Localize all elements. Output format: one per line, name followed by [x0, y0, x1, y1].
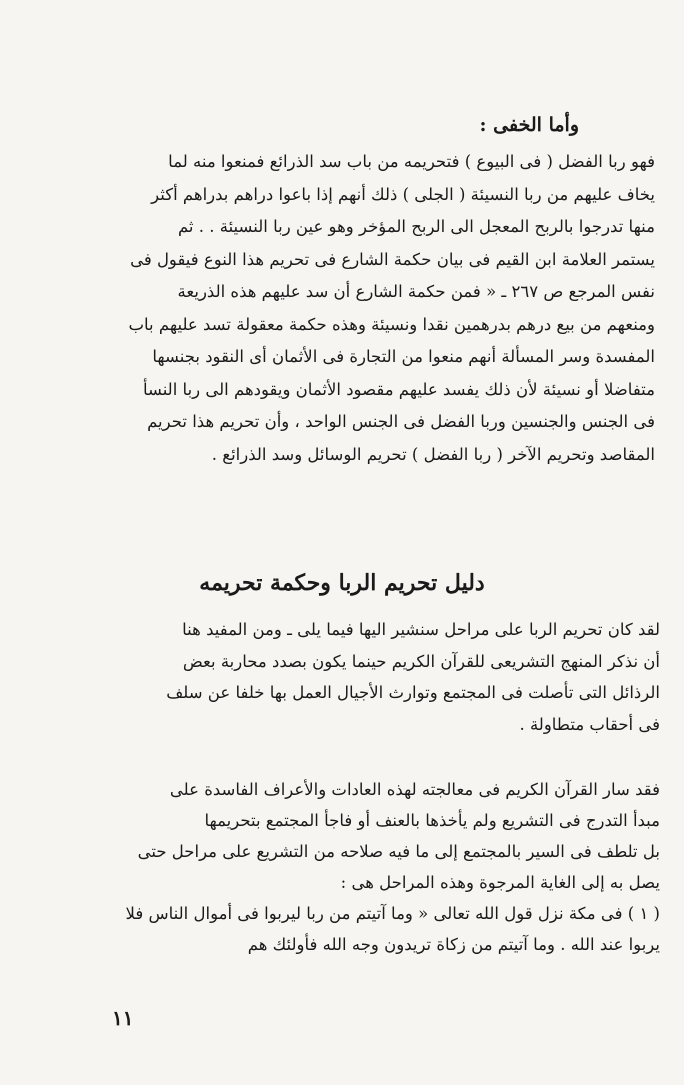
text-line: المقاصد وتحريم الآخر ( ربا الفضل ) تحريم الوسائل وسد الذرائع .	[211, 444, 655, 464]
text-line: ( ١ ) فى مكة نزل قول الله تعالى « وما آتيتم من ربا ليربوا فى أموال الناس فلا	[125, 904, 660, 923]
paragraph-intro	[100, 614, 660, 740]
text-line: يستمر العلامة ابن القيم فى بيان حكمة الشارع فى تحريم هذا النوع فيقول فى	[130, 249, 655, 269]
text-line: أن نذكر المنهج التشريعى للقرآن الكريم حينما يكون بصدد محاربة بعض	[182, 651, 660, 671]
text-line: مبدأ التدرج فى التشريع ولم يأخذها بالعنف أو فاجأ المجتمع بتحريمها	[204, 811, 660, 830]
paragraph-riba-al-fadl	[95, 146, 655, 471]
text-line: يصل به إلى الغاية المرجوة وهذه المراحل هى :	[340, 873, 660, 892]
text-line: فى أحقاب متطاولة .	[519, 714, 660, 734]
text-line: نفس المرجع ص ٢٦٧ ـ « فمن حكمة الشارع أن سد عليهم هذه الذريعة	[177, 282, 655, 301]
text-line: لقد كان تحريم الربا على مراحل سنشير اليها فيما يلى ـ ومن المفيد هنا	[182, 620, 660, 639]
page-number: ١١	[112, 1006, 134, 1030]
text-line: المفسدة وسر المسألة أنهم منعوا من التجارة فى الأثمان أى النقود بجنسها	[152, 347, 655, 366]
paragraph-gradual-legislation	[100, 774, 660, 960]
text-line: يخاف عليهم من ربا النسيئة ( الجلى ) ذلك أنهم إذا باعوا دراهم بدراهم أكثر	[151, 184, 655, 204]
text-line: ومنعهم من بيع درهم بدرهمين نقدا ونسيئة وهذه حكمة معقولة تسد عليهم باب	[128, 314, 655, 334]
text-line: متفاضلا أو نسيئة لأن ذلك يفسد عليهم مقصود الأثمان ويقودهم الى ربا النسأ	[142, 379, 655, 399]
text-line: بل تلطف فى السير بالمجتمع إلى ما فيه صلاحه من التشريع على مراحل حتى	[137, 842, 660, 861]
text-line: منها تدرجوا بالربح المعجل الى الربح المؤخر وهو عين ربا النسيئة . . ثم	[177, 217, 655, 236]
text-line: فقد سار القرآن الكريم فى معالجته لهذه العادات والأعراف الفاسدة على	[169, 780, 660, 799]
text-line: فى الجنس والجنسين وربا الفضل فى الجنس الواحد ، وأن تحريم هذا تحريم	[147, 412, 655, 431]
subsection-heading: وأما الخفى :	[479, 114, 579, 136]
text-line: الرذائل التى تأصلت فى المجتمع وتوارث الأجيال العمل بها خلفا عن سلف	[166, 683, 660, 702]
section-title: دليل تحريم الربا وحكمة تحريمه	[199, 570, 485, 596]
text-line: يربوا عند الله . وما آتيتم من زكاة تريدون وجه الله فأولئك هم	[247, 935, 660, 954]
text-line: فهو ربا الفضل ( فى البيوع ) فتحريمه من باب سد الذرائع فمنعوا منه لما	[168, 152, 655, 171]
